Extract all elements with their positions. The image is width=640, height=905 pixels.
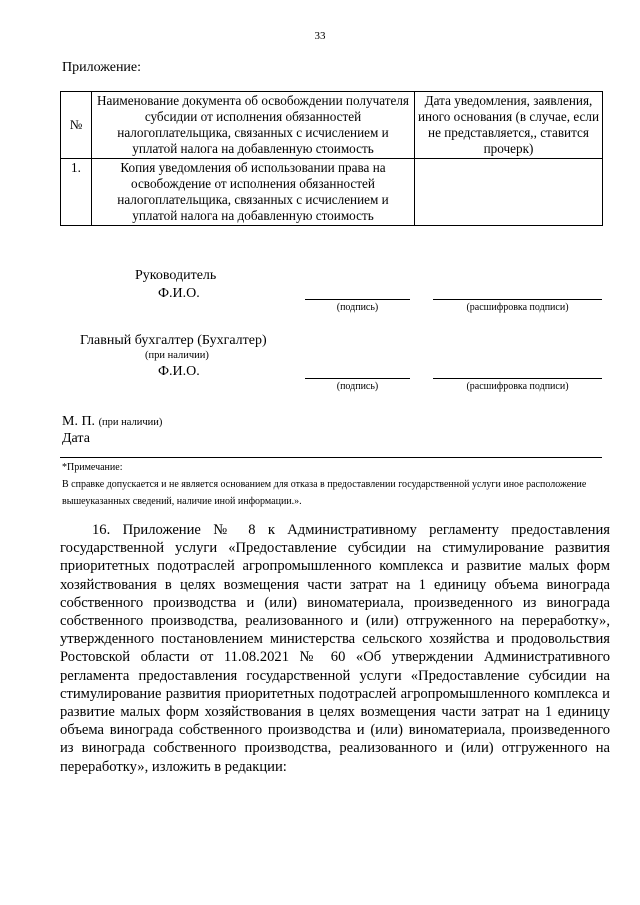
accountant-signature-caption: (подпись) <box>336 381 379 392</box>
head-title: Руководитель <box>135 268 217 283</box>
header-document-name: Наименование документа об освобождении получателя субсидии от исполнения обязанностей налогоплательщика, связанных с исчислением и уплатой налога на добавленную стоимость <box>92 92 415 159</box>
table-header-row <box>61 92 603 159</box>
head-signature-line <box>305 299 410 300</box>
footnote-divider <box>60 457 602 458</box>
header-num: № <box>61 92 92 159</box>
body-paragraph: 16. Приложение № 8 к Административному регламенту предоставления государственной услуги «Предоставление субсидии на стимулирование развития приоритетных подотраслей агропромышленного комплекса и развитие малых форм хозяйствования в целях возмещения части затрат на 1 единицу объема винограда собственного производства и (или) виноматериала, произведенного из винограда собственного производства, реализованного и (или) отгруженного на переработку», утвержденного постановлением министерства сельского хозяйства и продовольствия Ростовской области от 11.08.2021 № 60 «Об утверждении Административного регламента предоставления государственной услуги «Предоставление субсидии на стимулирование развития приоритетных подотраслей агропромышленного комплекса и развитие малых форм хозяйствования в целях возмещения части затрат на 1 единицу объема винограда собственного производства и (или) виноматериала, произведенного из винограда собственного производства, реализованного и (или) отгруженного на переработку», изложить в редакции: <box>60 522 610 775</box>
table-row <box>61 159 603 226</box>
footnote-title: *Примечание: <box>62 462 123 473</box>
accountant-fio: Ф.И.О. <box>158 364 200 379</box>
accountant-signature-line <box>305 378 410 379</box>
row-num: 1. <box>61 159 92 226</box>
stamp-label: М. П. <box>62 414 96 429</box>
head-decoding-caption: (расшифровка подписи) <box>466 302 569 313</box>
stamp-note: (при наличии) <box>98 417 163 428</box>
footnote-text: В справке допускается и не является основанием для отказа в предоставлении государственной услуги иное расположение вышеуказанных сведений, наличие иной информации.». <box>62 479 587 507</box>
row-date <box>415 159 603 226</box>
accountant-decoding-line <box>433 378 602 379</box>
head-signature-caption: (подпись) <box>336 302 379 313</box>
header-date: Дата уведомления, заявления, иного основания (в случае, если не представляется,, ставится прочерк) <box>415 92 603 159</box>
appendix-label: Приложение: <box>62 60 142 75</box>
page-number: 33 <box>314 30 326 42</box>
head-fio: Ф.И.О. <box>158 286 200 301</box>
date-label: Дата <box>62 431 90 446</box>
stamp-line <box>62 414 162 430</box>
accountant-decoding-caption: (расшифровка подписи) <box>466 381 569 392</box>
head-decoding-line <box>433 299 602 300</box>
appendix-table <box>60 91 603 226</box>
accountant-note: (при наличии) <box>145 350 209 361</box>
accountant-title: Главный бухгалтер (Бухгалтер) <box>80 333 267 348</box>
row-document-name: Копия уведомления об использовании права на освобождение от исполнения обязанностей налогоплательщика, связанных с исчислением и уплатой налога на добавленную стоимость <box>92 159 415 226</box>
